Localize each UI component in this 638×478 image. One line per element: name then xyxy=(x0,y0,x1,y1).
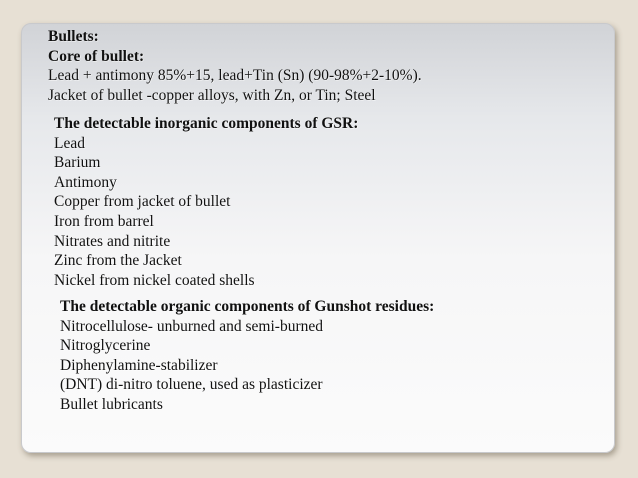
organic-item: Nitroglycerine xyxy=(60,337,151,355)
inorganic-components-section xyxy=(54,114,358,290)
bullets-heading: Bullets: xyxy=(48,28,99,45)
inorganic-heading: The detectable inorganic components of GSR: xyxy=(54,115,359,132)
inorganic-item: Nickel from nickel coated shells xyxy=(54,271,255,289)
inorganic-item: Lead xyxy=(54,134,85,152)
inorganic-item: Nitrates and nitrite xyxy=(54,232,171,250)
inorganic-item: Antimony xyxy=(54,173,117,191)
core-of-bullet-heading: Core of bullet: xyxy=(48,47,145,65)
organic-components-section xyxy=(60,297,434,415)
organic-heading: The detectable organic components of Gunshot residues: xyxy=(60,298,435,315)
organic-item: Nitrocellulose- unburned and semi-burned xyxy=(60,317,323,335)
inorganic-item: Zinc from the Jacket xyxy=(54,252,182,270)
inorganic-item: Iron from barrel xyxy=(54,212,154,230)
core-of-bullet-text: Lead + antimony 85%+15, lead+Tin (Sn) (90-98%+2-10%). xyxy=(48,67,422,85)
organic-item: Diphenylamine-stabilizer xyxy=(60,356,218,374)
organic-item: Bullet lubricants xyxy=(60,395,163,413)
bullets-section xyxy=(48,27,422,105)
inorganic-item: Copper from jacket of bullet xyxy=(54,193,231,211)
jacket-of-bullet-text: Jacket of bullet -copper alloys, with Zn, or Tin; Steel xyxy=(48,86,376,104)
inorganic-item: Barium xyxy=(54,154,101,172)
organic-item: (DNT) di-nitro toluene, used as plasticizer xyxy=(60,376,323,394)
